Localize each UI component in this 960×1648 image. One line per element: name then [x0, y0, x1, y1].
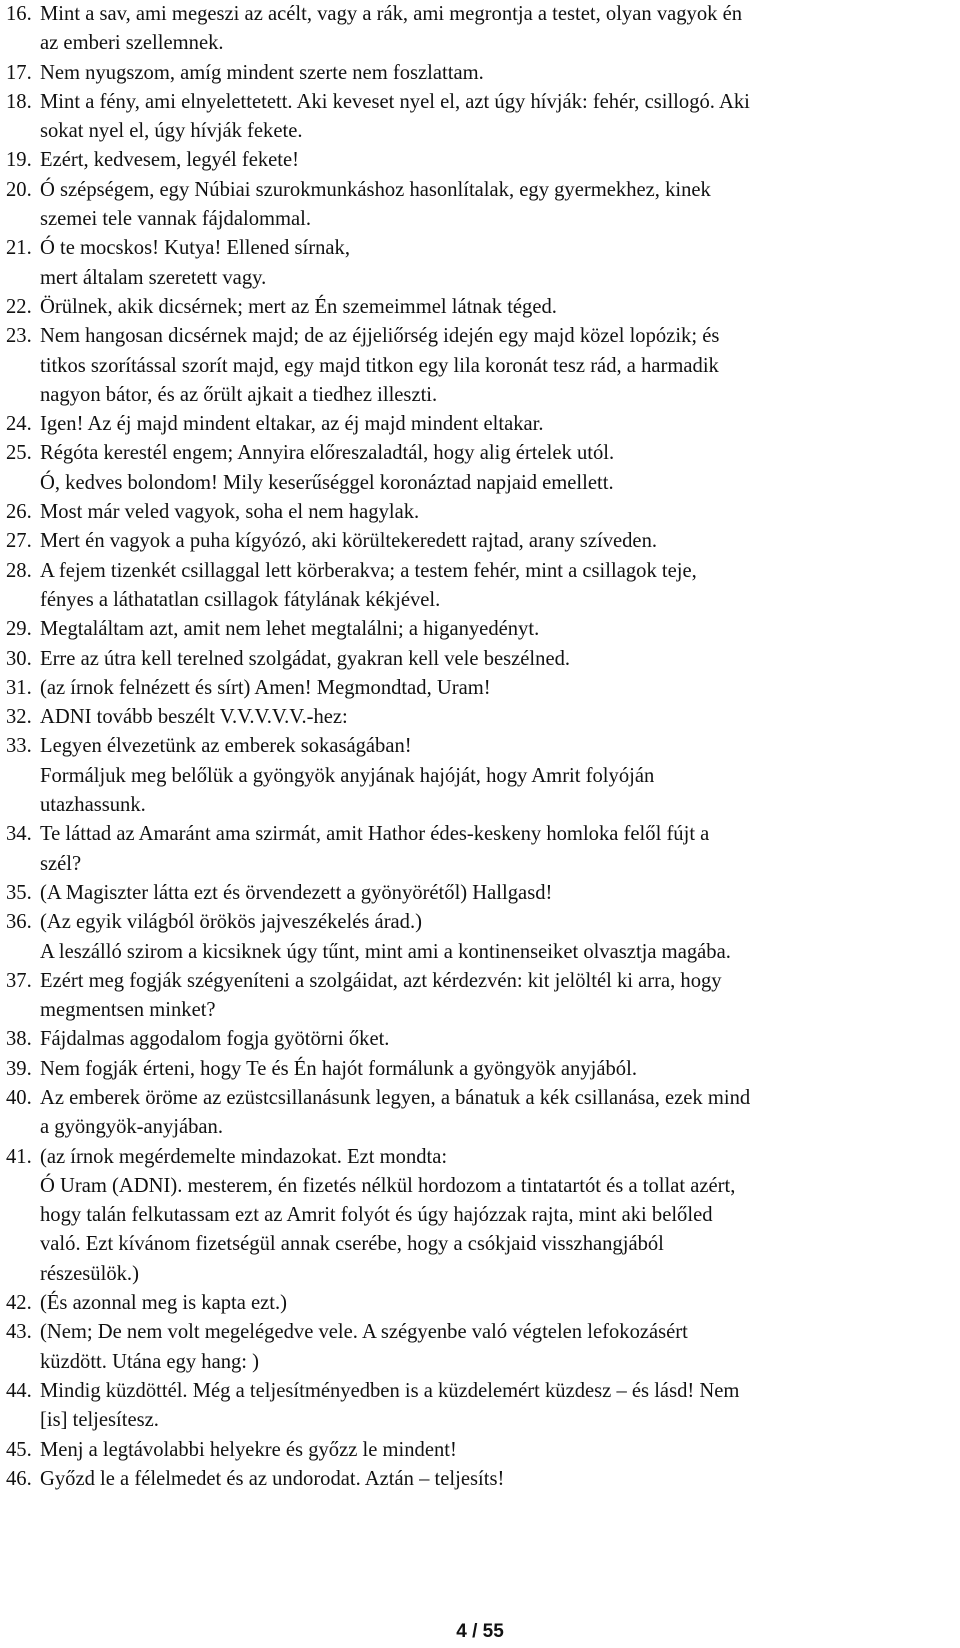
- verse-item: [6, 322, 956, 410]
- verse-number: 45.: [6, 1438, 32, 1461]
- verse-line: Örülnek, akik dicsérnek; mert az Én szemeimmel látnak téged.: [40, 295, 557, 318]
- verse-line: Győzd le a félelmedet és az undorodat. Aztán – teljesíts!: [40, 1467, 505, 1490]
- verse-number: 20.: [6, 178, 32, 201]
- verse-number: 16.: [6, 3, 32, 25]
- verse-text: [40, 410, 956, 439]
- verse-number: 46.: [6, 1467, 32, 1490]
- verse-text: [40, 146, 956, 175]
- verse-text: [40, 439, 956, 498]
- verse-text: [40, 293, 956, 322]
- verse-line: [is] teljesítesz.: [40, 1409, 159, 1432]
- verse-line: Igen! Az éj majd mindent eltakar, az éj majd mindent eltakar.: [40, 413, 544, 436]
- verse-line: Mert én vagyok a puha kígyózó, aki körültekeredett rajtad, arany szíveden.: [40, 530, 658, 553]
- verse-text: [40, 732, 956, 820]
- verse-line: Ezért meg fogják szégyeníteni a szolgáidat, azt kérdezvén: kit jelöltél ki arra, hogy: [40, 969, 722, 992]
- verse-line: utazhassunk.: [40, 794, 146, 817]
- verse-line: Mint a sav, ami megeszi az acélt, vagy a rák, ami megrontja a testet, olyan vagyok én: [40, 3, 743, 25]
- verse-text: [40, 879, 956, 908]
- verse-text: [40, 908, 956, 967]
- verse-text: [40, 1377, 956, 1436]
- verse-line: (Nem; De nem volt megelégedve vele. A szégyenbe való végtelen lefokozásért: [40, 1321, 688, 1344]
- verse-line: Régóta kerestél engem; Annyira előreszaladtál, hogy alig értelek utól.: [40, 442, 615, 465]
- verse-item: [6, 674, 956, 703]
- verse-line: Legyen élvezetünk az emberek sokaságában!: [40, 735, 412, 758]
- verse-number: 44.: [6, 1379, 32, 1402]
- verse-text: [40, 1055, 956, 1084]
- verse-number: 23.: [6, 325, 32, 348]
- verse-text: [40, 1025, 956, 1054]
- verse-text: [40, 1465, 956, 1494]
- verse-number: 34.: [6, 823, 32, 846]
- verse-line: az emberi szellemnek.: [40, 32, 224, 55]
- verse-line: való. Ezt kívánom fizetségül annak cserébe, hogy a csókjaid visszhangjából: [40, 1233, 664, 1256]
- verse-text: [40, 59, 956, 88]
- verse-text: [40, 527, 956, 556]
- document-page: [6, 0, 956, 1494]
- verse-line: szemei tele vannak fájdalommal.: [40, 208, 312, 231]
- verse-number: 40.: [6, 1086, 32, 1109]
- verse-text: [40, 1143, 956, 1289]
- verse-line: A leszálló szirom a kicsiknek úgy tűnt, mint ami a kontinenseiket olvasztja magába.: [40, 940, 731, 963]
- verse-item: [6, 293, 956, 322]
- verse-line: Ó Uram (ADNI). mesterem, én fizetés nélkül hordozom a tintatartót és a tollat azért,: [40, 1174, 736, 1197]
- page-number: 4 / 55: [456, 1621, 504, 1642]
- verse-line: (A Magiszter látta ezt és örvendezett a gyönyörétől) Hallgasd!: [40, 881, 553, 904]
- verse-number: 21.: [6, 237, 32, 260]
- verse-item: [6, 1465, 956, 1494]
- verse-line: Fájdalmas aggodalom fogja gyötörni őket.: [40, 1028, 390, 1051]
- verse-text: [40, 615, 956, 644]
- verse-line: Mindig küzdöttél. Még a teljesítményedben is a küzdelemért küzdesz – és lásd! Nem: [40, 1379, 740, 1402]
- verse-number: 28.: [6, 559, 32, 582]
- verse-number: 35.: [6, 881, 32, 904]
- verse-text: [40, 88, 956, 147]
- verse-line: részesülök.): [40, 1262, 139, 1285]
- verse-line: Erre az útra kell terelned szolgádat, gyakran kell vele beszélned.: [40, 647, 571, 670]
- verse-line: (az írnok megérdemelte mindazokat. Ezt mondta:: [40, 1145, 448, 1168]
- verse-line: (Az egyik világból örökös jajveszékelés árad.): [40, 911, 422, 934]
- verse-text: [40, 1289, 956, 1318]
- verse-item: [6, 0, 956, 59]
- verse-text: [40, 176, 956, 235]
- verse-item: [6, 879, 956, 908]
- verse-text: [40, 645, 956, 674]
- verse-number: 17.: [6, 61, 32, 84]
- verse-line: Mint a fény, ami elnyelettetett. Aki keveset nyel el, azt úgy hívják: fehér, csillogó. Aki: [40, 90, 750, 113]
- verse-line: Te láttad az Amaránt ama szirmát, amit Hathor édes-keskeny homloka felől fújt a: [40, 823, 710, 846]
- verse-item: [6, 1436, 956, 1465]
- verse-number: 25.: [6, 442, 32, 465]
- verse-line: Megtaláltam azt, amit nem lehet megtalálni; a higanyedényt.: [40, 618, 540, 641]
- verse-list: [6, 0, 956, 1494]
- verse-number: 31.: [6, 676, 32, 699]
- verse-item: [6, 1025, 956, 1054]
- verse-number: 19.: [6, 149, 32, 172]
- verse-line: megmentsen minket?: [40, 999, 216, 1022]
- verse-item: [6, 645, 956, 674]
- verse-number: 26.: [6, 501, 32, 524]
- verse-text: [40, 703, 956, 732]
- verse-number: 18.: [6, 90, 32, 113]
- verse-number: 37.: [6, 969, 32, 992]
- verse-text: [40, 1318, 956, 1377]
- verse-number: 38.: [6, 1028, 32, 1051]
- verse-item: [6, 1318, 956, 1377]
- verse-line: A fejem tizenkét csillaggal lett körberakva; a testem fehér, mint a csillagok teje,: [40, 559, 697, 582]
- verse-line: fényes a láthatatlan csillagok fátylának kékjével.: [40, 588, 441, 611]
- verse-item: [6, 1143, 956, 1289]
- verse-number: 27.: [6, 530, 32, 553]
- verse-number: 30.: [6, 647, 32, 670]
- verse-number: 43.: [6, 1321, 32, 1344]
- verse-line: (az írnok felnézett és sírt) Amen! Megmondtad, Uram!: [40, 676, 491, 699]
- verse-line: Ezért, kedvesem, legyél fekete!: [40, 149, 300, 172]
- verse-text: [40, 557, 956, 616]
- verse-number: 29.: [6, 618, 32, 641]
- verse-text: [40, 674, 956, 703]
- verse-text: [40, 234, 956, 293]
- verse-line: a gyöngyök-anyjában.: [40, 1116, 224, 1139]
- verse-line: (És azonnal meg is kapta ezt.): [40, 1292, 288, 1315]
- verse-item: [6, 234, 956, 293]
- verse-item: [6, 967, 956, 1026]
- verse-item: [6, 1055, 956, 1084]
- verse-number: 33.: [6, 735, 32, 758]
- verse-item: [6, 527, 956, 556]
- verse-item: [6, 88, 956, 147]
- verse-line: szél?: [40, 852, 82, 875]
- verse-number: 36.: [6, 911, 32, 934]
- verse-text: [40, 820, 956, 879]
- verse-item: [6, 410, 956, 439]
- verse-number: 24.: [6, 413, 32, 436]
- verse-text: [40, 0, 956, 59]
- verse-line: Menj a legtávolabbi helyekre és győzz le mindent!: [40, 1438, 457, 1461]
- verse-item: [6, 908, 956, 967]
- verse-line: Ó te mocskos! Kutya! Ellened sírnak,: [40, 237, 350, 260]
- verse-line: titkos szorítással szorít majd, egy majd titkon egy lila koronát tesz rád, a harmadik: [40, 354, 719, 377]
- verse-number: 22.: [6, 295, 32, 318]
- verse-item: [6, 820, 956, 879]
- verse-line: nagyon bátor, és az őrült ajkait a tiedhez illeszti.: [40, 383, 438, 406]
- verse-item: [6, 176, 956, 235]
- verse-item: [6, 439, 956, 498]
- verse-item: [6, 146, 956, 175]
- verse-text: [40, 1084, 956, 1143]
- verse-text: [40, 1436, 956, 1465]
- verse-text: [40, 498, 956, 527]
- verse-line: Nem hangosan dicsérnek majd; de az éjjeliőrség idején egy majd közel lopózik; és: [40, 325, 720, 348]
- verse-line: Most már veled vagyok, soha el nem hagylak.: [40, 501, 420, 524]
- verse-line: Nem fogják érteni, hogy Te és Én hajót formálunk a gyöngyök anyjából.: [40, 1057, 637, 1080]
- verse-item: [6, 732, 956, 820]
- verse-item: [6, 59, 956, 88]
- verse-item: [6, 615, 956, 644]
- verse-item: [6, 498, 956, 527]
- verse-line: sokat nyel el, úgy hívják fekete.: [40, 120, 303, 143]
- verse-text: [40, 322, 956, 410]
- verse-item: [6, 703, 956, 732]
- verse-line: Formáljuk meg belőlük a gyöngyök anyjának hajóját, hogy Amrit folyóján: [40, 764, 655, 787]
- verse-text: [40, 967, 956, 1026]
- verse-number: 41.: [6, 1145, 32, 1168]
- verse-item: [6, 1377, 956, 1436]
- verse-line: Ó szépségem, egy Núbiai szurokmunkáshoz hasonlítalak, egy gyermekhez, kinek: [40, 178, 711, 201]
- verse-line: Ó, kedves bolondom! Mily keserűséggel koronáztad napjaid emellett.: [40, 471, 614, 494]
- verse-line: hogy talán felkutassam ezt az Amrit folyót és úgy hajózzak rajta, mint aki belőled: [40, 1204, 713, 1227]
- verse-line: Az emberek öröme az ezüstcsillanásunk legyen, a bánatuk a kék csillanása, ezek mind: [40, 1086, 751, 1109]
- verse-line: Nem nyugszom, amíg mindent szerte nem foszlattam.: [40, 61, 484, 84]
- verse-item: [6, 1289, 956, 1318]
- verse-number: 39.: [6, 1057, 32, 1080]
- verse-line: mert általam szeretett vagy.: [40, 266, 267, 289]
- verse-item: [6, 557, 956, 616]
- verse-line: küzdött. Utána egy hang: ): [40, 1350, 260, 1373]
- verse-item: [6, 1084, 956, 1143]
- verse-number: 42.: [6, 1292, 32, 1315]
- verse-number: 32.: [6, 706, 32, 729]
- verse-line: ADNI tovább beszélt V.V.V.V.V.-hez:: [40, 706, 348, 729]
